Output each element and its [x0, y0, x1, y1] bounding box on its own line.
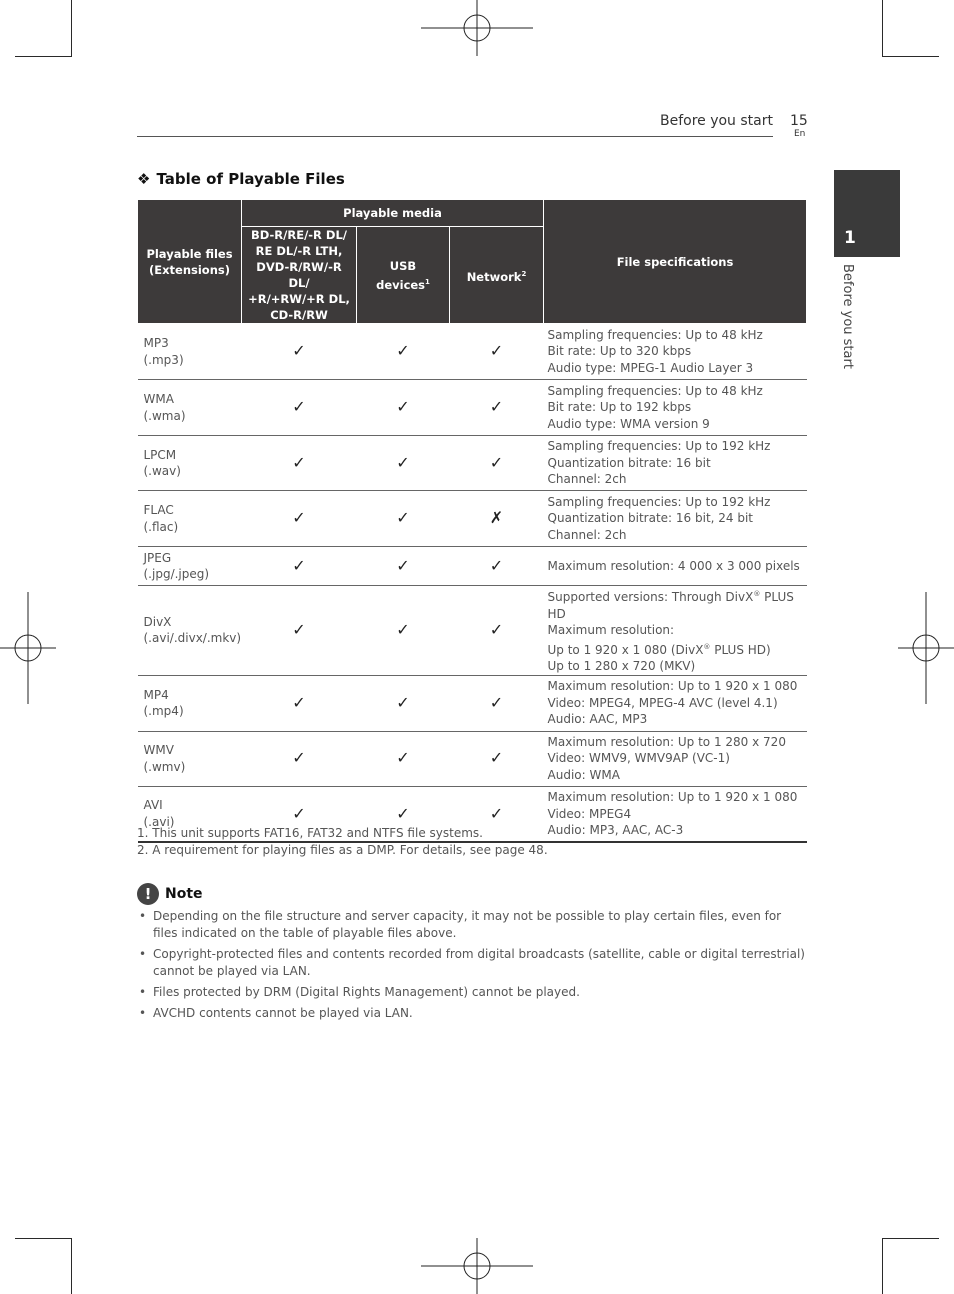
spec-line: Maximum resolution: 4 000 x 3 000 pixels: [547, 558, 800, 573]
file-type-name: FLAC: [143, 503, 174, 517]
header-bd-line: CD-R/RW: [270, 308, 328, 322]
table-row: [138, 675, 807, 731]
header-bd-line: +R/+RW/+R DL,: [248, 292, 350, 306]
file-type-cell: [138, 731, 242, 786]
usb-support-mark: ✓: [357, 786, 450, 842]
diamond-bullet-icon: ❖: [137, 170, 151, 188]
crop-mark: [15, 1238, 72, 1239]
spec-line: [548, 586, 807, 622]
file-type-cell: [138, 436, 242, 491]
spec-line: Audio: WMA: [547, 767, 620, 782]
page-number: 15: [790, 113, 808, 129]
usb-support-mark: ✓: [357, 675, 450, 731]
playable-files-table: [137, 199, 807, 843]
spec-line: Video: MPEG4: [547, 806, 632, 821]
file-spec-cell: [544, 675, 807, 731]
registration-mark: [898, 592, 954, 704]
spec-line: Up to 1 280 x 720 (MKV): [547, 659, 696, 673]
usb-support-mark: ✓: [357, 436, 450, 491]
spec-text: Supported versions: Through DivX: [547, 590, 754, 604]
file-type-cell: [138, 547, 242, 586]
spec-line: Quantization bitrate: 16 bit, 24 bit: [547, 511, 754, 526]
header-bd-media: [242, 227, 357, 324]
spec-line: Maximum resolution: Up to 1 280 x 720: [547, 734, 786, 749]
file-type-name: WMV: [143, 743, 174, 757]
header-network: [450, 227, 544, 324]
file-extension: (.wma): [143, 408, 186, 423]
registration-mark: [421, 1238, 533, 1294]
file-extension: (.mp3): [143, 352, 184, 367]
header-usb-devices: [357, 227, 450, 324]
header-files-line: (Extensions): [149, 262, 230, 277]
network-support-mark: ✗: [450, 491, 544, 547]
bd-support-mark: ✓: [242, 547, 357, 586]
network-support-mark: ✓: [450, 547, 544, 586]
bd-support-mark: ✓: [242, 436, 357, 491]
file-type-cell: [138, 491, 242, 547]
spec-line: Audio type: MPEG-1 Audio Layer 3: [547, 360, 754, 375]
file-type-cell: [138, 586, 242, 676]
crop-mark: [882, 0, 883, 57]
file-extension: (.wmv): [143, 759, 186, 774]
registration-mark: [0, 592, 56, 704]
network-support-mark: ✓: [450, 436, 544, 491]
crop-mark: [882, 1238, 883, 1294]
file-extension: (.mp4): [143, 704, 184, 718]
exclamation-icon: !: [137, 883, 159, 905]
spec-line: Sampling frequencies: Up to 192 kHz: [547, 494, 771, 509]
footnote-2: 2. A requirement for playing files as a DMP. For details, see page 48.: [137, 843, 548, 857]
spec-line: Video: WMV9, WMV9AP (VC-1): [547, 751, 730, 766]
bd-support-mark: ✓: [242, 380, 357, 436]
language-code: En: [794, 129, 806, 139]
footnote-ref: 1: [425, 277, 430, 286]
registration-mark: [421, 0, 533, 56]
spec-line: Sampling frequencies: Up to 192 kHz: [547, 439, 771, 454]
spec-line: Channel: 2ch: [547, 527, 627, 542]
spec-line: [548, 639, 807, 659]
network-support-mark: ✓: [450, 675, 544, 731]
note-item: • Files protected by DRM (Digital Rights Management) cannot be played.: [137, 984, 806, 1001]
spec-line: Channel: 2ch: [547, 472, 627, 487]
network-support-mark: ✓: [450, 731, 544, 786]
spec-line: Video: MPEG4, MPEG-4 AVC (level 4.1): [547, 695, 778, 710]
file-spec-cell: [544, 491, 807, 547]
network-support-mark: ✓: [450, 380, 544, 436]
note-item: • Depending on the file structure and server capacity, it may not be possible to play certain files, even for files indicated on the table of playable files above.: [137, 908, 806, 942]
note-list: [137, 908, 806, 1026]
spec-line: Audio: AAC, MP3: [547, 712, 648, 727]
bd-support-mark: ✓: [242, 586, 357, 676]
file-type-name: MP4: [143, 687, 169, 702]
registered-mark: ®: [753, 590, 761, 598]
usb-support-mark: ✓: [357, 547, 450, 586]
table-row: [138, 547, 807, 586]
network-support-mark: ✓: [450, 586, 544, 676]
usb-support-mark: ✓: [357, 380, 450, 436]
note-heading: [137, 883, 203, 905]
file-extension: (.avi): [143, 814, 175, 829]
footnote-ref: 2: [521, 269, 527, 278]
note-item: • AVCHD contents cannot be played via LAN.: [137, 1005, 806, 1022]
network-support-mark: ✓: [450, 324, 544, 380]
file-spec-cell: [544, 586, 807, 676]
spec-line: Bit rate: Up to 192 kbps: [547, 400, 692, 415]
chapter-tab: [834, 170, 900, 257]
file-spec-cell: [544, 547, 807, 586]
bd-support-mark: ✓: [242, 786, 357, 842]
header-playable-media: Playable media: [242, 200, 544, 227]
usb-support-mark: ✓: [357, 586, 450, 676]
usb-support-mark: ✓: [357, 491, 450, 547]
file-extension: (.wav): [143, 464, 181, 478]
file-type-cell: [138, 380, 242, 436]
file-spec-cell: [544, 324, 807, 380]
file-extension: (.avi/.divx/.mkv): [143, 631, 242, 646]
spec-line: Audio: MP3, AAC, AC-3: [547, 823, 684, 837]
table-row: [138, 491, 807, 547]
spec-line: Maximum resolution: Up to 1 920 x 1 080: [547, 679, 798, 694]
spec-line: Sampling frequencies: Up to 48 kHz: [547, 327, 763, 342]
file-spec-cell: [544, 436, 807, 491]
spec-text: Up to 1 920 x 1 080 (DivX: [547, 642, 704, 657]
usb-support-mark: ✓: [357, 324, 450, 380]
spec-line: Maximum resolution: Up to 1 920 x 1 080: [547, 790, 798, 804]
note-title: Note: [165, 886, 203, 902]
header-file-specifications: File specifications: [544, 200, 807, 324]
header-usb-label: USB devices: [376, 258, 426, 292]
spec-line: Audio type: WMA version 9: [547, 416, 710, 431]
table-row: [138, 324, 807, 380]
crop-mark: [71, 0, 72, 57]
spec-text: PLUS HD: [547, 590, 794, 621]
spec-line: Maximum resolution:: [547, 623, 675, 637]
spec-line: Quantization bitrate: 16 bit: [547, 455, 711, 470]
spec-line: Sampling frequencies: Up to 48 kHz: [547, 383, 763, 398]
footnote-1: 1. This unit supports FAT16, FAT32 and NTFS file systems.: [137, 826, 483, 840]
spec-text: PLUS HD): [710, 642, 771, 657]
header-section-title: Before you start: [659, 113, 773, 129]
crop-mark: [882, 1238, 939, 1239]
usb-support-mark: ✓: [357, 731, 450, 786]
table-row: [138, 436, 807, 491]
note-item: • Copyright-protected files and contents recorded from digital broadcasts (satellite, cable or digital terrestrial) cannot be played via LAN.: [137, 946, 806, 980]
table-row: [138, 586, 807, 676]
file-type-cell: [138, 324, 242, 380]
file-extension: (.jpg/.jpeg): [143, 567, 210, 581]
header-bd-line: RE DL/-R LTH,: [255, 244, 343, 258]
table-row: [138, 731, 807, 786]
header-files-line: Playable files: [146, 246, 233, 261]
bd-support-mark: ✓: [242, 731, 357, 786]
file-extension: (.flac): [143, 519, 179, 534]
file-spec-cell: [544, 380, 807, 436]
section-title: [137, 170, 345, 188]
header-bd-line: DVD-R/RW/-R DL/: [256, 260, 342, 290]
bd-support-mark: ✓: [242, 324, 357, 380]
file-spec-cell: [544, 731, 807, 786]
file-type-cell: [138, 675, 242, 731]
header-bd-line: BD-R/RE/-R DL/: [251, 228, 347, 242]
file-type-name: AVI: [143, 798, 163, 813]
spec-line: Bit rate: Up to 320 kbps: [547, 344, 692, 359]
table-row: [138, 380, 807, 436]
crop-mark: [71, 1238, 72, 1294]
crop-mark: [15, 56, 72, 57]
page-header: [137, 112, 773, 137]
file-spec-cell: [544, 786, 807, 842]
file-type-name: WMA: [143, 392, 174, 406]
file-type-name: DivX: [143, 614, 172, 629]
file-type-name: LPCM: [143, 447, 177, 462]
chapter-label: Before you start: [840, 264, 855, 369]
crop-mark: [882, 56, 939, 57]
file-type-name: MP3: [143, 336, 169, 350]
file-type-name: JPEG: [143, 550, 172, 565]
section-title-text: Table of Playable Files: [156, 170, 345, 188]
header-network-label: Network: [466, 269, 522, 284]
bd-support-mark: ✓: [242, 675, 357, 731]
registered-mark: ®: [703, 642, 711, 651]
bd-support-mark: ✓: [242, 491, 357, 547]
chapter-number: 1: [844, 228, 856, 248]
header-playable-files: [138, 200, 242, 324]
network-support-mark: ✓: [450, 786, 544, 842]
